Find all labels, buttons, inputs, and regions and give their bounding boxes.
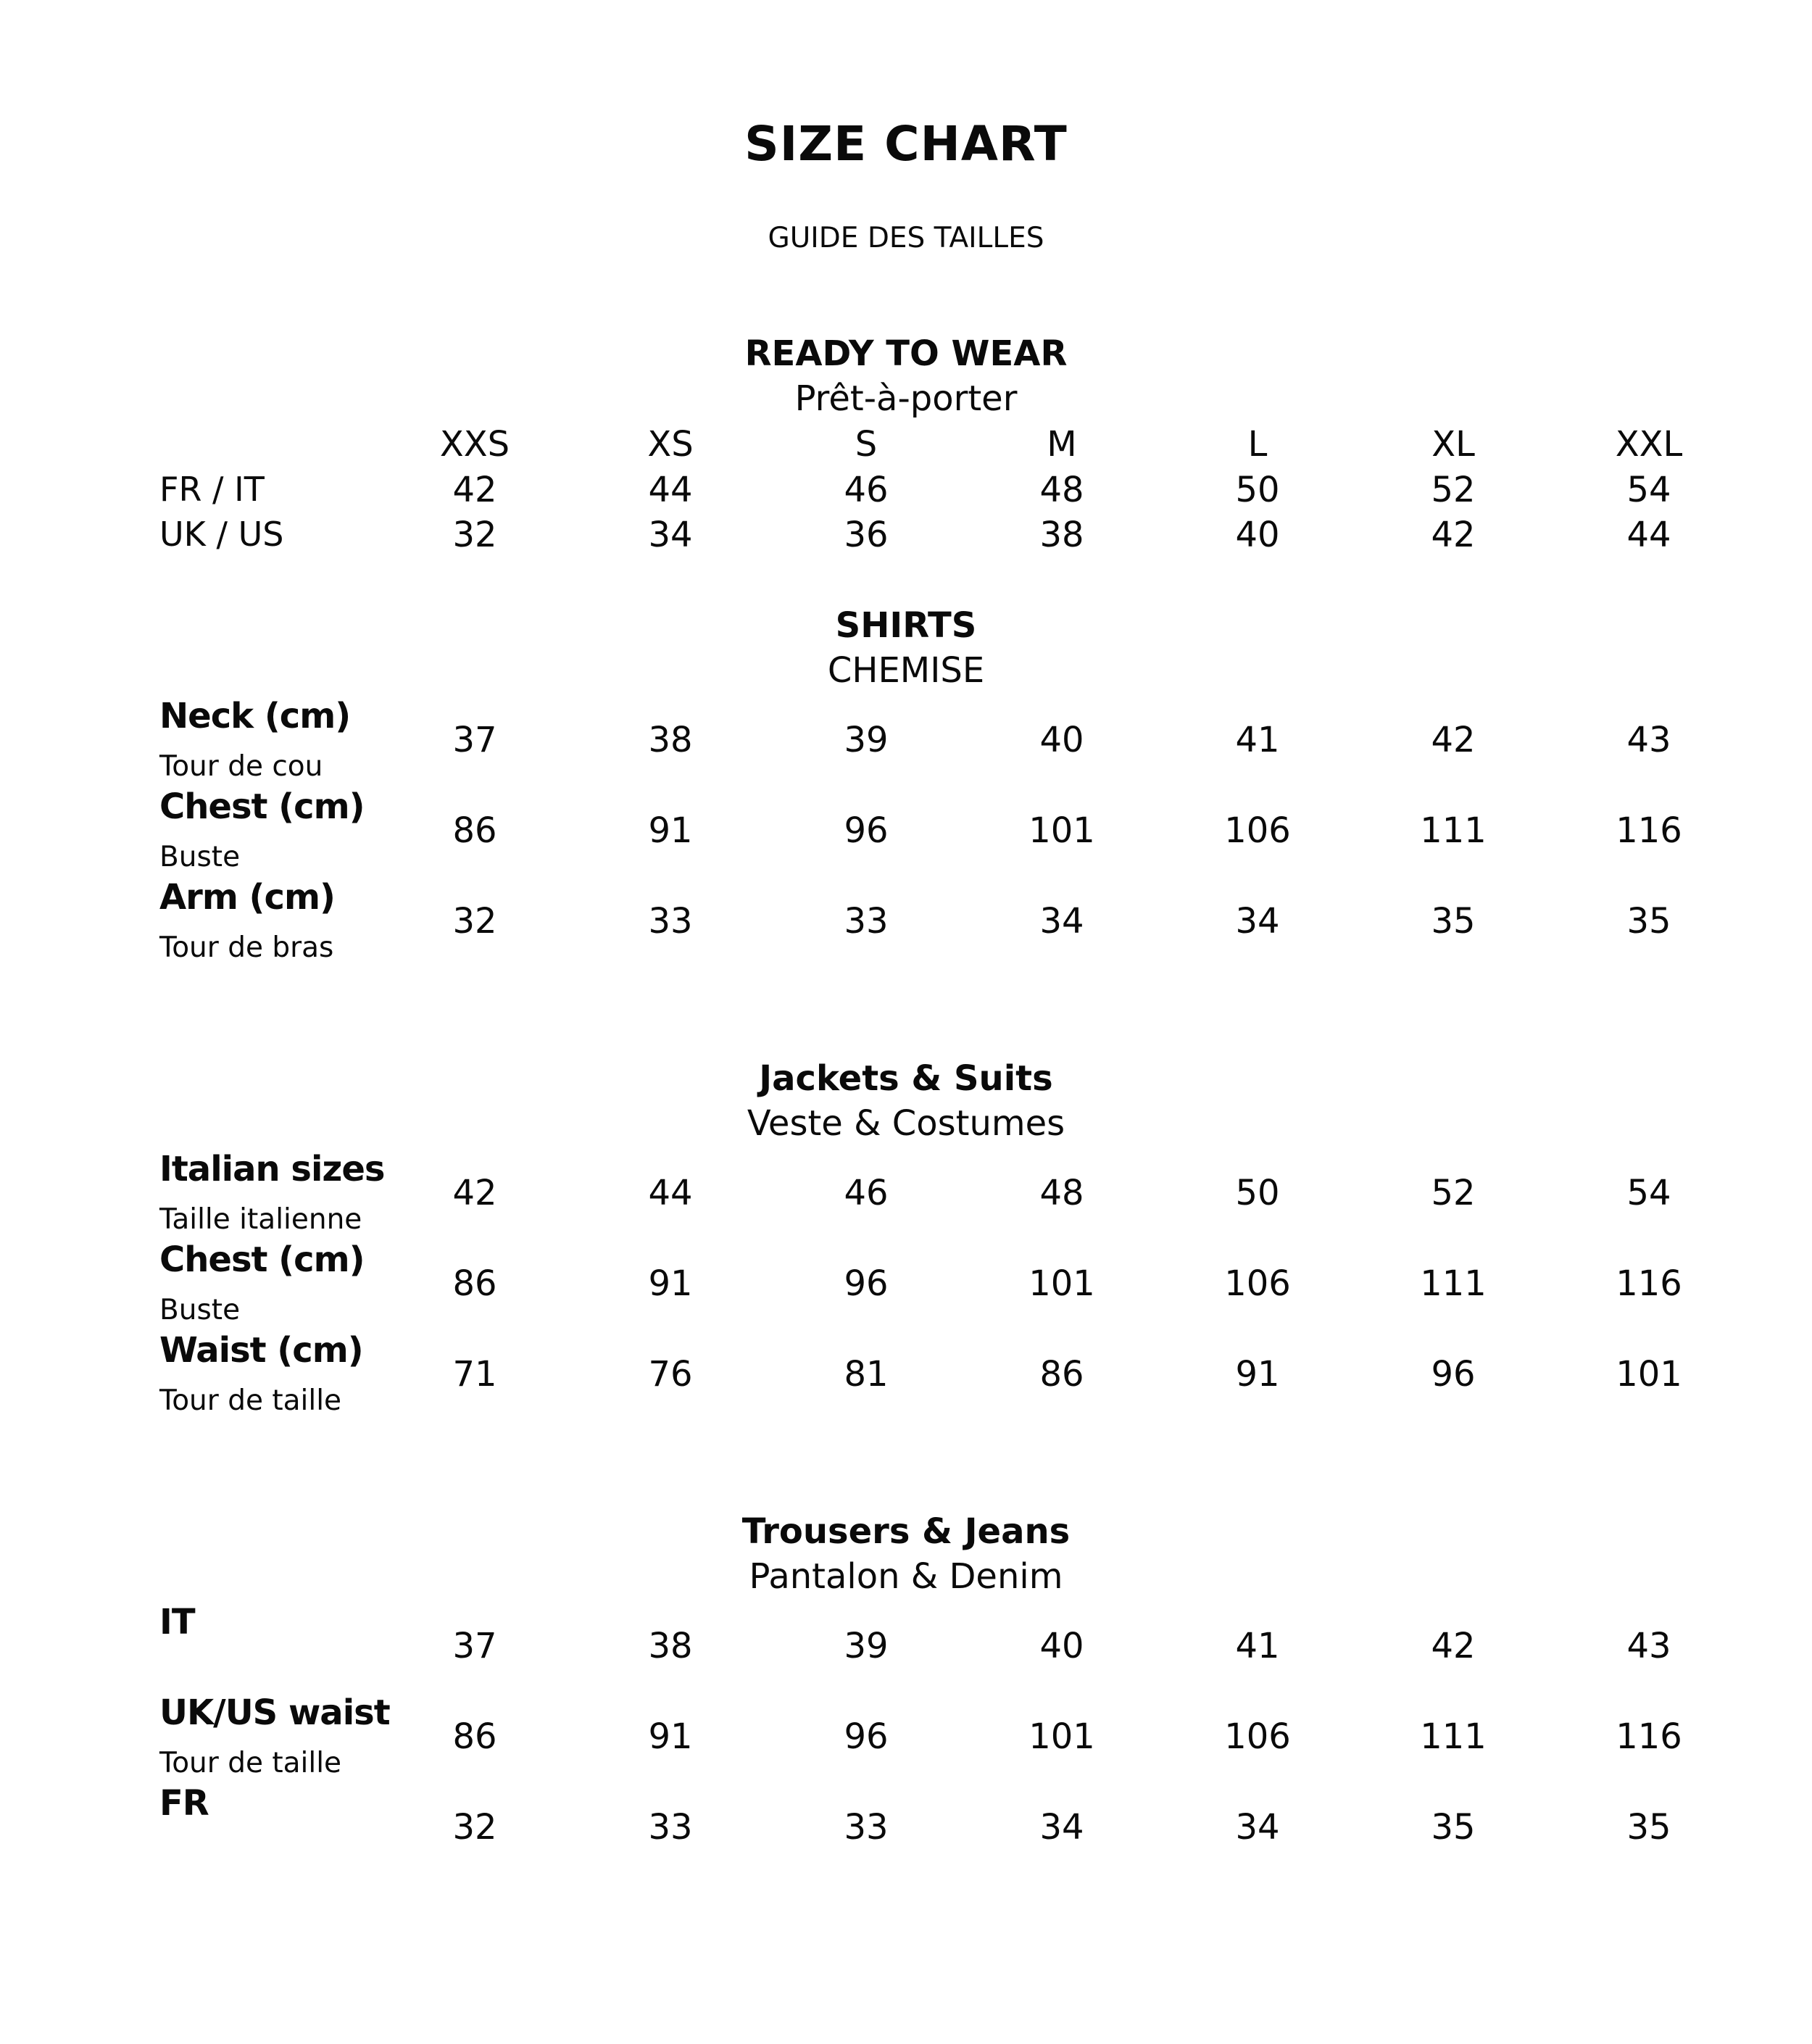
table-cell: 32 <box>452 901 497 942</box>
section-title-ready-to-wear: READY TO WEAR <box>744 333 1068 374</box>
row-label: Chest (cm) <box>159 786 365 827</box>
section-subtitle-ready-to-wear: Prêt-à-porter <box>794 378 1018 419</box>
table-cell: 91 <box>648 1716 693 1757</box>
table-cell: 33 <box>648 1807 693 1848</box>
table-cell: 34 <box>1039 901 1084 942</box>
table-cell: 39 <box>844 1626 889 1666</box>
section-title-trousers: Trousers & Jeans <box>741 1511 1071 1552</box>
table-cell: 34 <box>648 515 693 555</box>
row-sublabel: Tour de taille <box>159 1747 342 1779</box>
row-label: UK/US waist <box>159 1692 390 1733</box>
table-cell: 38 <box>648 1626 693 1666</box>
row-label: Arm (cm) <box>159 877 335 918</box>
table-cell: 33 <box>844 901 889 942</box>
table-cell: 32 <box>452 1807 497 1848</box>
table-cell: 39 <box>844 720 889 760</box>
table-cell: 40 <box>1039 1626 1084 1666</box>
table-cell: 38 <box>648 720 693 760</box>
size-header-cell: XXL <box>1615 424 1683 465</box>
table-cell: 34 <box>1039 1807 1084 1848</box>
table-cell: 111 <box>1420 1716 1487 1757</box>
section-subtitle-jackets: Veste & Costumes <box>747 1103 1065 1144</box>
table-cell: 101 <box>1616 1354 1682 1395</box>
table-cell: 86 <box>452 1263 497 1304</box>
row-label: Italian sizes <box>159 1149 385 1189</box>
table-cell: 54 <box>1626 470 1671 510</box>
size-header-cell: S <box>855 424 878 465</box>
table-cell: 71 <box>452 1354 497 1395</box>
table-cell: 34 <box>1235 901 1280 942</box>
table-cell: 41 <box>1235 1626 1280 1666</box>
table-cell: 48 <box>1039 470 1084 510</box>
table-cell: 54 <box>1626 1173 1671 1213</box>
table-cell: 33 <box>648 901 693 942</box>
table-cell: 42 <box>1431 1626 1476 1666</box>
section-title-jackets: Jackets & Suits <box>759 1058 1053 1099</box>
table-cell: 91 <box>1235 1354 1280 1395</box>
row-sublabel: Tour de taille <box>159 1384 342 1417</box>
size-header-cell: L <box>1247 424 1268 465</box>
table-cell: 52 <box>1431 470 1476 510</box>
table-cell: 35 <box>1626 1807 1671 1848</box>
table-cell: 96 <box>1431 1354 1476 1395</box>
table-cell: 106 <box>1224 1716 1291 1757</box>
size-header-cell: M <box>1047 424 1077 465</box>
table-cell: 43 <box>1626 720 1671 760</box>
table-cell: 42 <box>1431 720 1476 760</box>
table-cell: 76 <box>648 1354 693 1395</box>
table-cell: 50 <box>1235 470 1280 510</box>
table-cell: 111 <box>1420 1263 1487 1304</box>
row-label: IT <box>159 1602 195 1642</box>
table-cell: 37 <box>452 720 497 760</box>
table-cell: 40 <box>1039 720 1084 760</box>
row-sublabel: Taille italienne <box>159 1203 362 1236</box>
table-cell: 96 <box>844 1263 889 1304</box>
table-cell: 50 <box>1235 1173 1280 1213</box>
table-cell: 111 <box>1420 810 1487 851</box>
table-cell: 96 <box>844 810 889 851</box>
row-label: Neck (cm) <box>159 696 351 736</box>
table-cell: 35 <box>1626 901 1671 942</box>
table-cell: 43 <box>1626 1626 1671 1666</box>
table-cell: 101 <box>1028 1716 1095 1757</box>
table-cell: 116 <box>1616 1263 1682 1304</box>
table-cell: 46 <box>844 1173 889 1213</box>
row-sublabel: Tour de cou <box>159 750 323 783</box>
table-cell: 41 <box>1235 720 1280 760</box>
table-cell: 36 <box>844 515 889 555</box>
table-cell: 106 <box>1224 810 1291 851</box>
table-cell: 116 <box>1616 1716 1682 1757</box>
table-cell: 44 <box>648 470 693 510</box>
table-cell: 106 <box>1224 1263 1291 1304</box>
table-cell: 34 <box>1235 1807 1280 1848</box>
table-cell: 86 <box>452 810 497 851</box>
table-cell: 44 <box>648 1173 693 1213</box>
table-cell: 42 <box>452 470 497 510</box>
table-cell: 33 <box>844 1807 889 1848</box>
table-cell: 38 <box>1039 515 1084 555</box>
table-cell: 46 <box>844 470 889 510</box>
row-label: Waist (cm) <box>159 1330 363 1371</box>
section-subtitle-shirts: CHEMISE <box>827 650 985 691</box>
page-title: SIZE CHART <box>744 116 1068 172</box>
row-sublabel: Buste <box>159 841 241 873</box>
row-sublabel: Tour de bras <box>159 931 334 964</box>
table-cell: 91 <box>648 810 693 851</box>
row-label: FR <box>159 1783 209 1824</box>
section-title-shirts: SHIRTS <box>835 605 977 646</box>
size-header-cell: XXS <box>439 424 510 465</box>
table-cell: 116 <box>1616 810 1682 851</box>
table-cell: 35 <box>1431 901 1476 942</box>
table-cell: 52 <box>1431 1173 1476 1213</box>
table-cell: 81 <box>844 1354 889 1395</box>
row-label: UK / US <box>159 515 284 554</box>
section-subtitle-trousers: Pantalon & Denim <box>749 1556 1063 1597</box>
table-cell: 91 <box>648 1263 693 1304</box>
table-cell: 44 <box>1626 515 1671 555</box>
page-subtitle: GUIDE DES TAILLES <box>768 222 1044 254</box>
table-cell: 101 <box>1028 1263 1095 1304</box>
table-cell: 48 <box>1039 1173 1084 1213</box>
table-cell: 96 <box>844 1716 889 1757</box>
table-cell: 40 <box>1235 515 1280 555</box>
row-sublabel: Buste <box>159 1294 241 1326</box>
table-cell: 86 <box>452 1716 497 1757</box>
table-cell: 86 <box>1039 1354 1084 1395</box>
size-header-cell: XS <box>647 424 694 465</box>
row-label: FR / IT <box>159 470 265 509</box>
table-cell: 32 <box>452 515 497 555</box>
table-cell: 35 <box>1431 1807 1476 1848</box>
table-cell: 42 <box>452 1173 497 1213</box>
table-cell: 37 <box>452 1626 497 1666</box>
table-cell: 101 <box>1028 810 1095 851</box>
row-label: Chest (cm) <box>159 1239 365 1280</box>
size-header-cell: XL <box>1431 424 1475 465</box>
table-cell: 42 <box>1431 515 1476 555</box>
